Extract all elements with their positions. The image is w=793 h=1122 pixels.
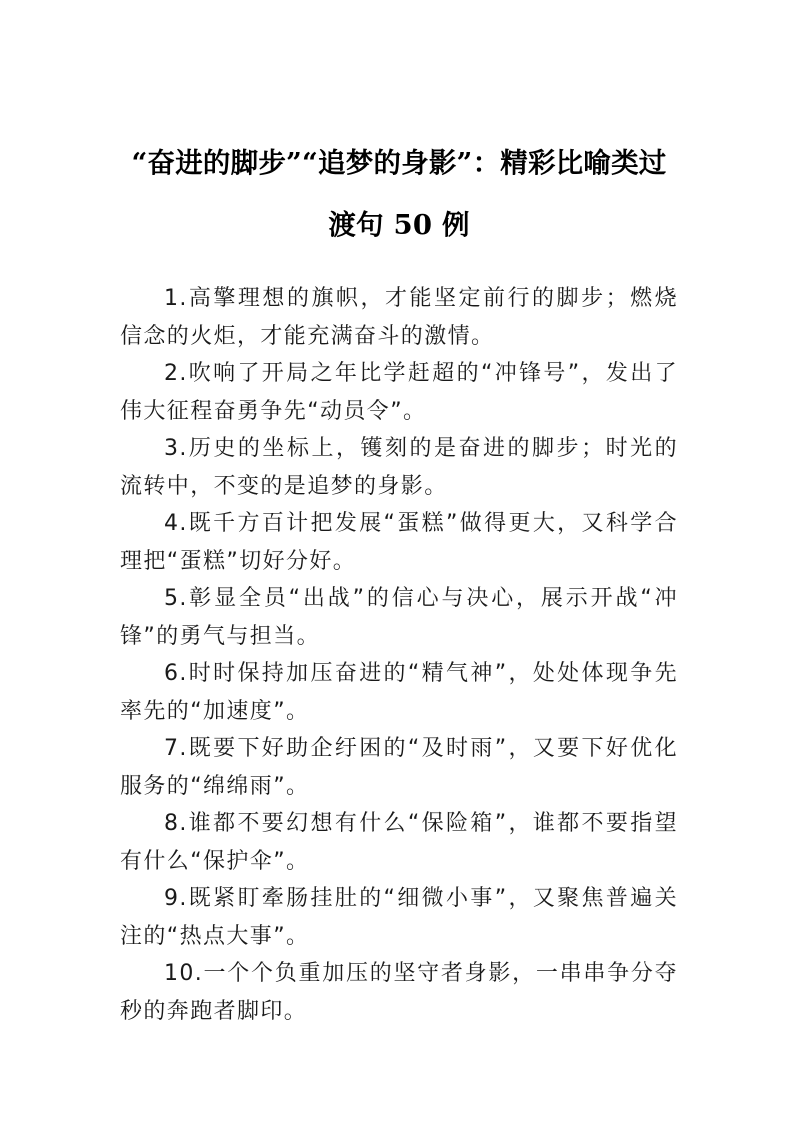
list-item: 9.既紧盯牽肠挂肚的“细微小事”，又聚焦普遍关注的“热点大事”。 xyxy=(120,886,678,949)
page-content xyxy=(120,0,678,1030)
list-item: 6.时时保持加压奋进的“精气神”，处处体现争先率先的“加速度”。 xyxy=(120,661,678,724)
list-item: 5.彰显全员“出战”的信心与决心，展示开战“冲锋”的勇气与担当。 xyxy=(120,586,678,649)
list-item: 3.历史的坐标上，镬刻的是奋进的脚步；时光的流转中，不变的是追梦的身影。 xyxy=(120,436,678,499)
page-title: “奋进的脚步”“追梦的身影”：精彩比喻类过渡句 50 例 xyxy=(131,147,667,241)
list-item: 1.高擎理想的旗帜，才能坚定前行的脚步；燃烧信念的火炬，才能充满奋斗的激情。 xyxy=(120,286,678,349)
list-item: 2.吹响了开局之年比学赶超的“冲锋号”，发出了伟大征程奋勇争先“动员令”。 xyxy=(120,361,678,424)
list-item: 7.既要下好助企纡困的“及时雨”，又要下好优化服务的“绵绵雨”。 xyxy=(120,736,678,799)
list-item: 4.既千方百计把发展“蛋糕”做得更大，又科学合理把“蛋糕”切好分好。 xyxy=(120,511,678,574)
list-item: 8.谁都不要幻想有什么“保险箱”，谁都不要指望有什么“保护伞”。 xyxy=(120,811,678,874)
list-item: 10.一个个负重加压的坚守者身影，一串串争分夺秒的奔跑者脚印。 xyxy=(120,961,678,1024)
body-text xyxy=(120,280,678,1030)
